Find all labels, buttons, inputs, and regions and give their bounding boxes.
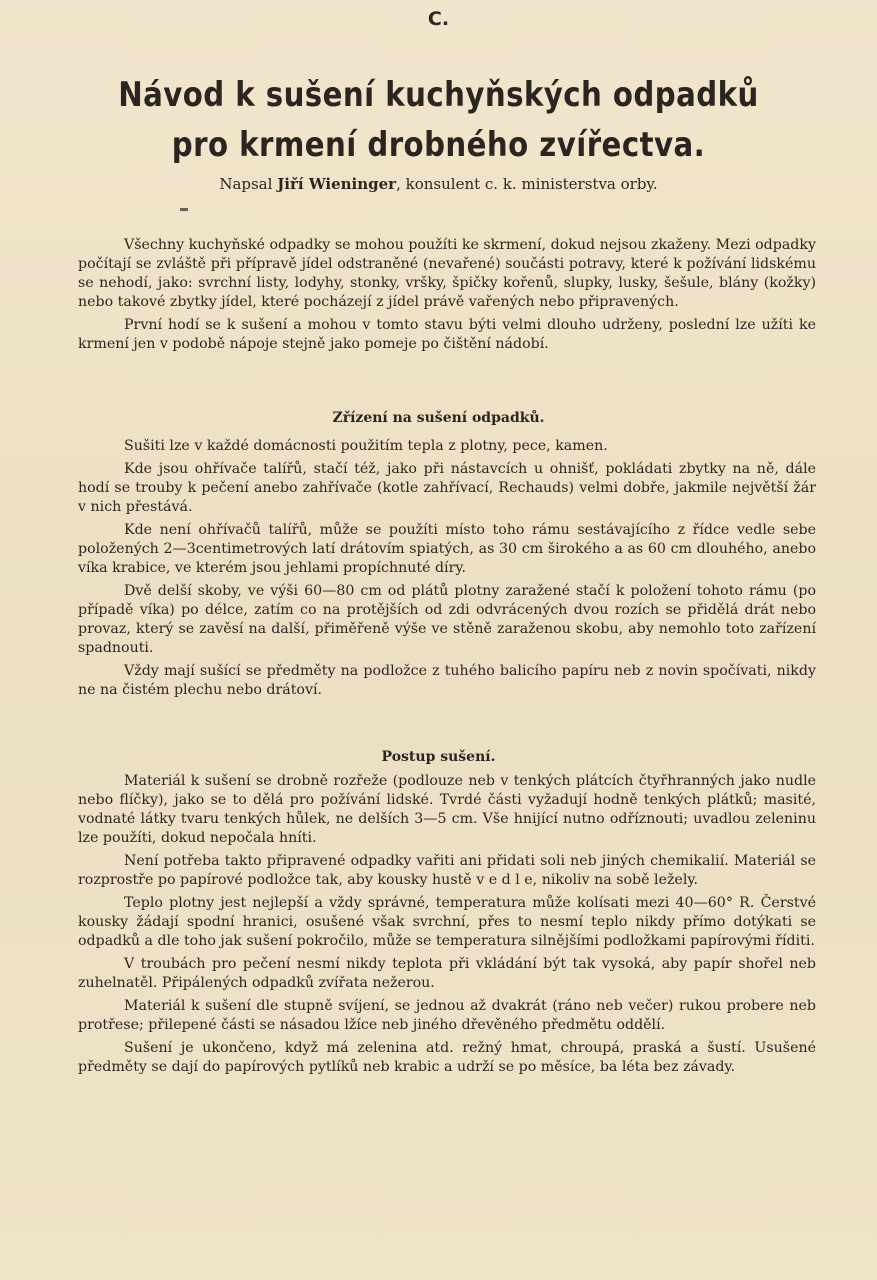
paragraph: Není potřeba takto připravené odpadky vařiti ani přidati soli neb jiných chemikalií. Materiál se rozprostře po papírové podložce tak, aby kousky hustě v e d l e, nikoliv na sobě ležely.	[78, 853, 816, 888]
author-prefix: Napsal	[219, 175, 273, 193]
postup-section	[78, 772, 816, 1081]
zrizeni-section	[78, 437, 816, 704]
divider-mark	[180, 208, 188, 211]
paragraph: Všechny kuchyňské odpadky se mohou použíti ke skrmení, dokud nejsou zkaženy. Mezi odpadky počítají se zvláště při přípravě jídel odstraněné (nevařené) součásti potravy, které k požívání lidskému se nehodí, jako: svrchní listy, lodyhy, stonky, vršky, špičky kořenů, slupky, lusky, šešule, blány (kožky) nebo takové zbytky jídel, které pocházejí z jídel právě vařených nebo připravených.	[78, 237, 816, 310]
title-line-1: Návod k sušení kuchyňských odpadků	[118, 75, 759, 115]
paragraph: Sušení je ukončeno, když má zelenina atd. režný hmat, chroupá, praská a šustí. Usušené předměty se dají do papírových pytlíků neb krabic a udrží se po měsíce, ba léta bez závady.	[78, 1040, 816, 1075]
paragraph: V troubách pro pečení nesmí nikdy teplota při vkládání být tak vysoká, aby papír shořel neb zuhelnatěl. Připálených odpadků zvířata nežerou.	[78, 956, 816, 991]
paragraph: Dvě delší skoby, ve výši 60—80 cm od plátů plotny zaražené stačí k položení tohoto rámu (po případě víka) po délce, zatím co na protějších od zdi odvrácených dvou rozích se přidělá drát nebo provaz, který se zavěsí na další, přiměřeně výše ve stěně zaraženou skobu, aby nemohlo toto zařízení spadnouti.	[78, 583, 816, 656]
author-suffix: , konsulent c. k. ministerstva orby.	[396, 175, 658, 193]
paragraph: Materiál k sušení dle stupně svíjení, se jednou až dvakrát (ráno neb večer) rukou probere neb protřese; přilepené části se násadou lžíce neb jiného dřevěného předmětu oddělí.	[78, 998, 816, 1033]
paragraph: Kde není ohřívačů talířů, může se použíti místo toho rámu sestávajícího z řídce vedle sebe položených 2—3centimetrových latí drátovím spiatých, as 30 cm širokého a as 60 cm dlouhého, anebo víka krabice, ve kterém jsou jehlami propíchnuté díry.	[78, 522, 816, 576]
paragraph: Kde jsou ohřívače talířů, stačí též, jako při nástavcích u ohnišť, pokládati zbytky na ně, dále hodí se trouby k pečení anebo zahřívače (kotle zahřívací, Rechauds) velmi dobře, jakmile největší žár v nich přestává.	[78, 461, 816, 515]
intro-section	[78, 236, 816, 358]
section-heading-zrizeni: Zřízení na sušení odpadků.	[332, 410, 545, 426]
title-line-2: pro krmení drobného zvířectva.	[171, 125, 706, 165]
paragraph: Sušiti lze v každé domácnosti použitím tepla z plotny, pece, kamen.	[124, 438, 608, 454]
paragraph: Vždy mají sušící se předměty na podložce z tuhého balicího papíru neb z novin spočívati, nikdy ne na čistém plechu nebo drátoví.	[78, 663, 816, 698]
paragraph: První hodí se k sušení a mohou v tomto stavu býti velmi dlouho udrženy, poslední lze užíti ke krmení jen v podobě nápoje stejně jako pomeje po čištění nádobí.	[78, 317, 816, 352]
document-title	[96, 70, 781, 170]
author-line	[0, 175, 877, 193]
paragraph: Materiál k sušení se drobně rozřeže (podlouze neb v tenkých plátcích čtyřhranných jako nudle nebo flíčky), jako se to dělá pro požívání lidské. Tvrdé části vyžadují hodně tenkých plátků; masité, vodnaté látky tvaru tenkých hůlek, ne delších 3—5 cm. Vše hnijící nutno odříznouti; uvadlou zeleninu lze použíti, dokud nepočala hníti.	[78, 773, 816, 846]
author-name: Jiří Wieninger	[277, 175, 397, 193]
paragraph: Teplo plotny jest nejlepší a vždy správné, temperatura může kolísati mezi 40—60° R. Čerstvé kousky žádají spodní hranici, osušené však svrchní, přes to nesmí teplo nikdy přímo dotýkati se odpadků a dle toho jak sušení pokročilo, může se temperatura silnějšími podložkami papírovými říditi.	[78, 895, 816, 949]
section-heading-postup: Postup sušení.	[381, 749, 496, 765]
section-letter: C.	[427, 8, 450, 30]
